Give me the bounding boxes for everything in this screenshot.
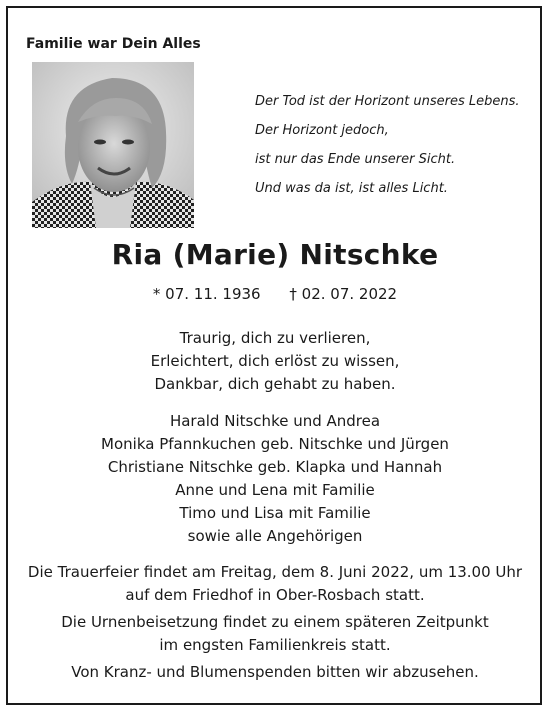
mourner-line: Monika Pfannkuchen geb. Nitschke und Jürgen: [101, 435, 449, 453]
deceased-name: Ria (Marie) Nitschke: [111, 238, 439, 271]
mourner-line: sowie alle Angehörigen: [187, 527, 363, 545]
mourner-line: Anne und Lena mit Familie: [175, 481, 375, 499]
life-dates: [0, 285, 550, 303]
quote-line: ist nur das Ende unserer Sicht.: [255, 152, 456, 167]
service-line: Die Trauerfeier findet am Freitag, dem 8. Juni 2022, um 13.00 Uhr: [27, 563, 523, 581]
quote-line: Der Horizont jedoch,: [255, 123, 389, 138]
verse-line: Dankbar, dich gehabt zu haben.: [154, 375, 396, 393]
portrait-photo: [32, 62, 194, 228]
funeral-service-info: [0, 561, 550, 607]
verse-line: Traurig, dich zu verlieren,: [179, 329, 371, 347]
death-date: † 02. 07. 2022: [289, 285, 398, 303]
mourners-list: [0, 410, 550, 548]
service-line: auf dem Friedhof in Ober-Rosbach statt.: [125, 586, 425, 604]
quote-line: Und was da ist, ist alles Licht.: [255, 181, 448, 196]
birth-date: * 07. 11. 1936: [152, 285, 261, 303]
mourner-line: Harald Nitschke und Andrea: [169, 412, 381, 430]
mourner-line: Christiane Nitschke geb. Klapka und Hannah: [107, 458, 443, 476]
urn-burial-info: [0, 611, 550, 657]
verse-line: Erleichtert, dich erlöst zu wissen,: [150, 352, 400, 370]
flowers-note: [0, 661, 550, 684]
verse-block: [0, 327, 550, 396]
flowers-line: Von Kranz- und Blumenspenden bitten wir abzusehen.: [71, 663, 479, 681]
urn-line: im engsten Familienkreis statt.: [159, 636, 391, 654]
quote-line: Der Tod ist der Horizont unseres Lebens.: [255, 94, 520, 109]
mourner-line: Timo und Lisa mit Familie: [179, 504, 371, 522]
urn-line: Die Urnenbeisetzung findet zu einem späteren Zeitpunkt: [61, 613, 489, 631]
header-title: Familie war Dein Alles: [26, 36, 201, 52]
poem-quote: [255, 87, 520, 203]
